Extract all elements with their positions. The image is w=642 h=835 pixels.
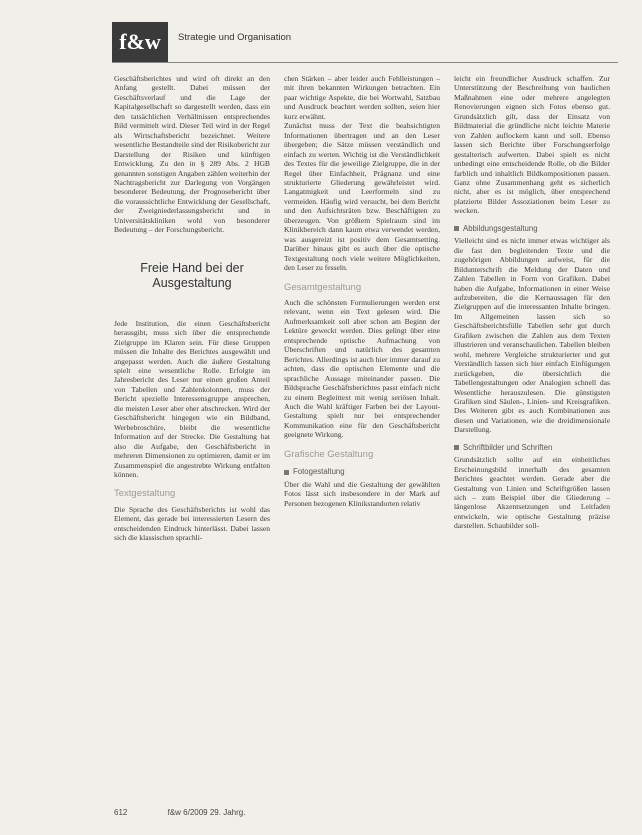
text-column-3	[454, 74, 610, 531]
page-number: 612	[114, 808, 128, 817]
issue-info: f&w 6/2009 29. Jahrg.	[167, 808, 246, 817]
paragraph: Zunächst muss der Text die beabsichtigten Informationen übertragen und an den Leser übergeben; die Sätze müssen verständlich und einfach zu werten. Wichtig ist die Verständlichkeit des Textes für die jeweilige Zielgruppe, die in der Regel über Einfachheit, Prägnanz und eine strukturierte Gliederung gewährleistet wird. Langatmigkeit und Leerformeln sind zu vermeiden. Häufig wird versucht, bei dem Bericht und den Aufsichtsräten bzw. Beschäftigten zu überzeugen. Von größtem Spielraum sind im Klinikbereich dann kaum etwa verwendet werden, was ausgereizt ist positiv dem Gesamtsetting. Darüber hinaus gibt es auch über die optische Textgestaltung noch viele weitere Möglichkeiten, den Leser zu fesseln.	[284, 121, 440, 273]
section-heading: Gesamtgestaltung	[284, 281, 362, 293]
section-title: Strategie und Organisation	[178, 32, 292, 43]
square-bullet-icon	[454, 445, 459, 450]
paragraph: chen Stärken – aber leider auch Fehlleistungen – mit ihren bekannten Wirkungen betrachten. Ein paar wichtige Aspekte, die bei Wortwahl, Satzbau und Ausdruck beachtet werden sollten, seien hier kurz erwähnt.	[284, 74, 440, 121]
square-bullet-icon	[284, 470, 289, 475]
page-footer	[114, 808, 245, 817]
sub-heading	[284, 467, 440, 476]
sub-heading-label: Fotogestaltung	[293, 467, 345, 477]
text-column-2	[284, 74, 440, 508]
paragraph: Geschäftsberichtes und wird oft direkt an den Anfang gestellt. Dabei müssen der Geschäftsverlauf und die Lage der Kapitalgesellschaft so dargestellt werden, dass ein den tatsächlichen Verhältnissen entsprechendes Bild vermittelt wird. Dieser Teil wird in der Regel als Wirtschaftsbericht bezeichnet. Weitere wesentliche Bestandteile sind der Risikobericht zur Darstellung der Risiken und künftigen Entwicklung. Zu den in § 289 Abs. 2 HGB genannten sonstigen Angaben zählen weiterhin der Nachtragsbericht zur Darlegung von Vorgängen besonderer Bedeutung, der Prognosebericht über die voraussichtliche Entwicklung der Gesellschaft, der Zweigniederlassungsbericht und in Universitätskliniken wohl von besonderer Bedeutung – der Forschungsbericht.	[114, 74, 270, 235]
section-heading: Textgestaltung	[114, 488, 176, 500]
sub-heading	[454, 443, 610, 452]
publication-logo: f&w	[112, 22, 168, 62]
paragraph: leicht ein freundlicher Ausdruck schaffen. Zur Unterstützung der Beschreibung von baulichen Maßnahmen eine oder mehrere angelegten Renovierungen eignen sich Fotos ebenso gut. Grundsätzlich gilt, dass der Einsatz von Bildmaterial die gründliche nicht leichte Materie von Zahlen auflockern kann und soll. Ebenso lassen sich Berichte über Forschungserfolge gestalterisch aufwerten. Dabei spielt es nicht unbedingt eine entscheidende Rolle, ob die Bilder farblich und inhaltlich Bildkompositionen passen. Ganz ohne Zusammenhang geht es sicherlich nicht, aber es ist möglich, über entsprechend platzierte Bilder Assoziationen beim Leser zu wecken.	[454, 74, 610, 216]
square-bullet-icon	[454, 226, 459, 231]
paragraph: Über die Wahl und die Gestaltung der gewählten Fotos lässt sich insbesondere in der Mark auf Personen bezogenen Klinikstandorten relativ	[284, 479, 440, 508]
sub-heading	[454, 224, 610, 233]
paragraph: Die Sprache des Geschäftsberichts ist wohl das Element, das gerade bei interessierten Lesern des entscheidenden Eindruck hinterlässt. Dabei lassen sich die klassischen sprachli-	[114, 504, 270, 543]
paragraph: Jede Institution, die einen Geschäftsbericht herausgibt, muss sich über die entsprechende Zielgruppe im Klaren sein. Für diese Gruppen müssen die Inhalte des Berichtes ausgewählt und angepasst werden. Auch die äußere Gestaltung spielt eine wesentliche Rolle. Erfolgte im Jahresbericht des Leser nur einen großen Anteil von Tabellen und Zahlenkolonnen, muss der Bericht spezielle Interessensgruppe ansprechen, die meisten Leser aber eher abschrecken. Wird der Geschäftsbericht hingegen wie ein Bildband, Werbebroschüre, bleibt die wesentliche Information auf der Strecke. Die Gestaltung hat also die Aufgabe, den Geschäftsbericht in mehreren Dimensionen zu optimieren, damit er im Zusammenspiel die angestrebte Wirkung entfalten können.	[114, 318, 270, 479]
paragraph: Auch die schönsten Formulierungen werden erst relevant, wenn ein Text gelesen wird. Die Aufmerksamkeit soll aber schon am Beginn der Lektüre geweckt werden. Dies gelingt über eine entsprechende optische Aufmachung von Überschriften und natürlich des gesamten Berichtes. Allerdings ist auch hier immer darauf zu achten, dass die optischen Elemente und die sprachliche Aussage miteinander passen. Die Bildsprache Geschäftsberichtes passt einfach nicht zu einem Begleittext mit wenig seriösen Inhalt. Auch die Wahl kräftiger Farben bei der Layout-Gestaltung spielt nur bei entsprechender Kommunikation eine für den Geschäftsbericht geeignete Wirkung.	[284, 297, 440, 440]
header-rule	[112, 62, 618, 63]
section-heading: Grafische Gestaltung	[284, 448, 374, 460]
paragraph: Vielleicht sind es nicht immer etwas wichtiger als die fast den begleitenden Texte und die zugehörigen Abbildungen aufweist, für die Bildunterschrift die Meldung der Daten und Zahlen Tabellen in Form von Grafiken. Dabei haben die Aufgabe, Informationen in einer Weise aufzubereiten, die die Kernaussagen für den Zielgruppen auf die interessanten Inhalte bringen. Im Allgemeinen lassen sich so Geschäftsberichtsfülle Tabellen sehr gut durch Grafiken zwischen die Zahlen aus dem Texten illustrieren und veranschaulichen. Tabellen bleiben wohl, mehrere Vergleiche strukturierter und gut Verständlich lassen sich hier einfach Einfügungen zurückgeben, die übersichtlich die Tabellengestaltungen oder Analogien schnell das Wesentliche herauszulesen. Die günstigsten Grafiken sind Säulen-, Linien- und Kreisgrafiken. Des Weiteren gibt es auch Kombinationen aus diesen und Variationen, wie die dreidimensionale Darstellung.	[454, 236, 610, 435]
paragraph: Grundsätzlich sollte auf ein einheitliches Erscheinungsbild innerhalb des gesamten Berichtes geachtet werden. Gerade aber die Gestaltung von Linien und Schriftgrößen lassen sich – zum Beispiel über die Gliederung – längenlose Akzentsetzungen und Leitfaden entwickeln, wie optische Gestaltung präzise darstellen. Schaubilder soll-	[454, 455, 610, 531]
sub-heading-label: Schriftbilder und Schriften	[463, 442, 553, 452]
article-heading: Freie Hand bei der Ausgestaltung	[140, 260, 244, 290]
text-column-1	[114, 74, 270, 543]
sub-heading-label: Abbildungsgestaltung	[463, 223, 538, 233]
